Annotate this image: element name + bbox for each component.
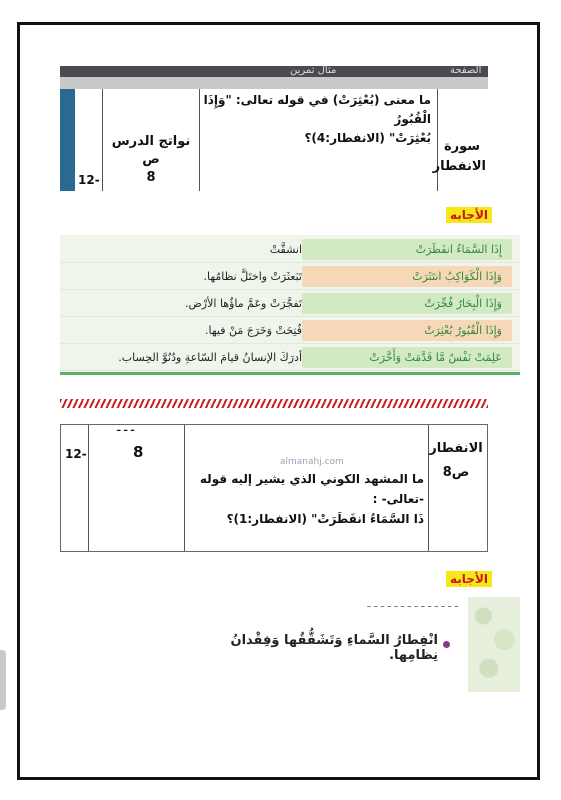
answer-table	[60, 235, 520, 375]
left-edge-shadow	[0, 650, 6, 710]
answer-row-5	[60, 345, 520, 371]
blue-side-strip	[60, 89, 75, 191]
answer-meaning-1: انشقَّتْ	[269, 243, 302, 256]
answer-row-4	[60, 318, 520, 344]
answer-meaning-2: تَبَعثَرَتْ واختَلَّ نظامُها.	[203, 270, 302, 283]
question-cell	[200, 89, 438, 191]
q2-question-cell	[185, 425, 429, 551]
answer-meaning-3: تَفجَّرَتْ وعَمَّ ماؤُها الأرْض.	[185, 297, 302, 310]
answer-meaning-4: فُتِحَتْ وَخَرَجَ مَنْ فيها.	[204, 324, 302, 337]
watermark: almanahj.com	[280, 457, 344, 467]
header-fragment: مثال تمرين	[290, 65, 337, 76]
answer-table-bottom-line	[60, 372, 520, 375]
question-text	[203, 91, 431, 148]
surah-line-2: الانفطار	[432, 159, 486, 174]
surah-text	[432, 137, 486, 177]
question-2-table	[60, 424, 488, 552]
q2-surah-text	[429, 437, 483, 485]
q2-surah-cell	[429, 425, 487, 551]
bullet-icon	[443, 641, 450, 648]
surah-cell	[432, 89, 488, 191]
answer-2-panel	[60, 597, 520, 692]
q2-question-line-2: ذَا السَّمَاءُ انفَطَرَتْ" (الانفطار:1)؟	[226, 512, 424, 526]
q2-question-line-1: ما المشهد الكوني الذي يشير إليه قوله -تعالى- :	[199, 472, 424, 506]
lesson-line-1: نواتج الدرس ص	[111, 134, 191, 167]
q2-surah-line-2: ص8	[442, 465, 470, 480]
lesson-text	[103, 133, 199, 187]
red-separator	[60, 399, 488, 408]
surah-line-1: سورة	[443, 139, 481, 154]
q2-lesson-cell	[89, 425, 185, 551]
lesson-cell	[103, 89, 200, 191]
answer-row-1	[60, 237, 520, 263]
q2-number: 12-	[65, 447, 87, 461]
floral-decoration	[468, 597, 520, 692]
answer-verse-5: عَلِمَتْ نَفْسٌ مَّا قَدَّمَتْ وَأَخَّرَتْ	[302, 347, 512, 368]
answer-label-2: الأجابه	[446, 571, 492, 587]
row-number-cell	[75, 89, 103, 191]
answer-verse-1: إِذَا السَّمَاءُ انفَطَرَتْ	[302, 239, 512, 260]
q2-surah-line-1: الانفطار	[429, 441, 483, 456]
question-line-1: ما معنى (بُعْثِرَتْ) في قوله تعالى: "وَإِذَا الْقُبُورُ	[203, 93, 431, 126]
answer-row-3	[60, 291, 520, 317]
answer-2-bullet-text: انْفِطارُ السَّماءِ وَتَشَقُّقُها وَفِقْدانُ نِظامِها.	[230, 633, 438, 663]
q2-number-cell	[61, 425, 89, 551]
answer-meaning-5: أدرَكَ الإنسانُ قيامَ السّاعةِ ودُنُوَّ الحِساب.	[118, 351, 302, 364]
answer-verse-2: وَإِذَا الْكَوَاكِبُ انتَثَرَتْ	[302, 266, 512, 287]
answer-verse-3: وَإِذَا الْبِحَارُ فُجِّرَتْ	[302, 293, 512, 314]
answer-verse-4: وَإِذَا الْقُبُورُ بُعْثِرَتْ	[302, 320, 512, 341]
table-subheader-bar	[60, 77, 488, 89]
answer-2-top-line: ـ ـ ـ ـ ـ ـ ـ ـ ـ ـ ـ ـ ـ ـ	[367, 597, 458, 610]
row-number: 12-	[78, 173, 100, 187]
question-1-table	[60, 66, 488, 191]
answer-label-1: الأجابه	[446, 207, 492, 223]
question-line-2: بُعْثِرَتْ" (الانفطار:4)؟	[304, 131, 431, 145]
table-header-bar	[60, 66, 488, 77]
lesson-line-2: 8	[146, 170, 156, 185]
header-right: الصفحة	[450, 65, 482, 76]
answer-row-2	[60, 264, 520, 290]
q2-top-fragment: ـ ـ ـ	[117, 423, 135, 434]
q2-question-text	[188, 469, 424, 529]
q2-lesson-number: 8	[133, 443, 144, 461]
